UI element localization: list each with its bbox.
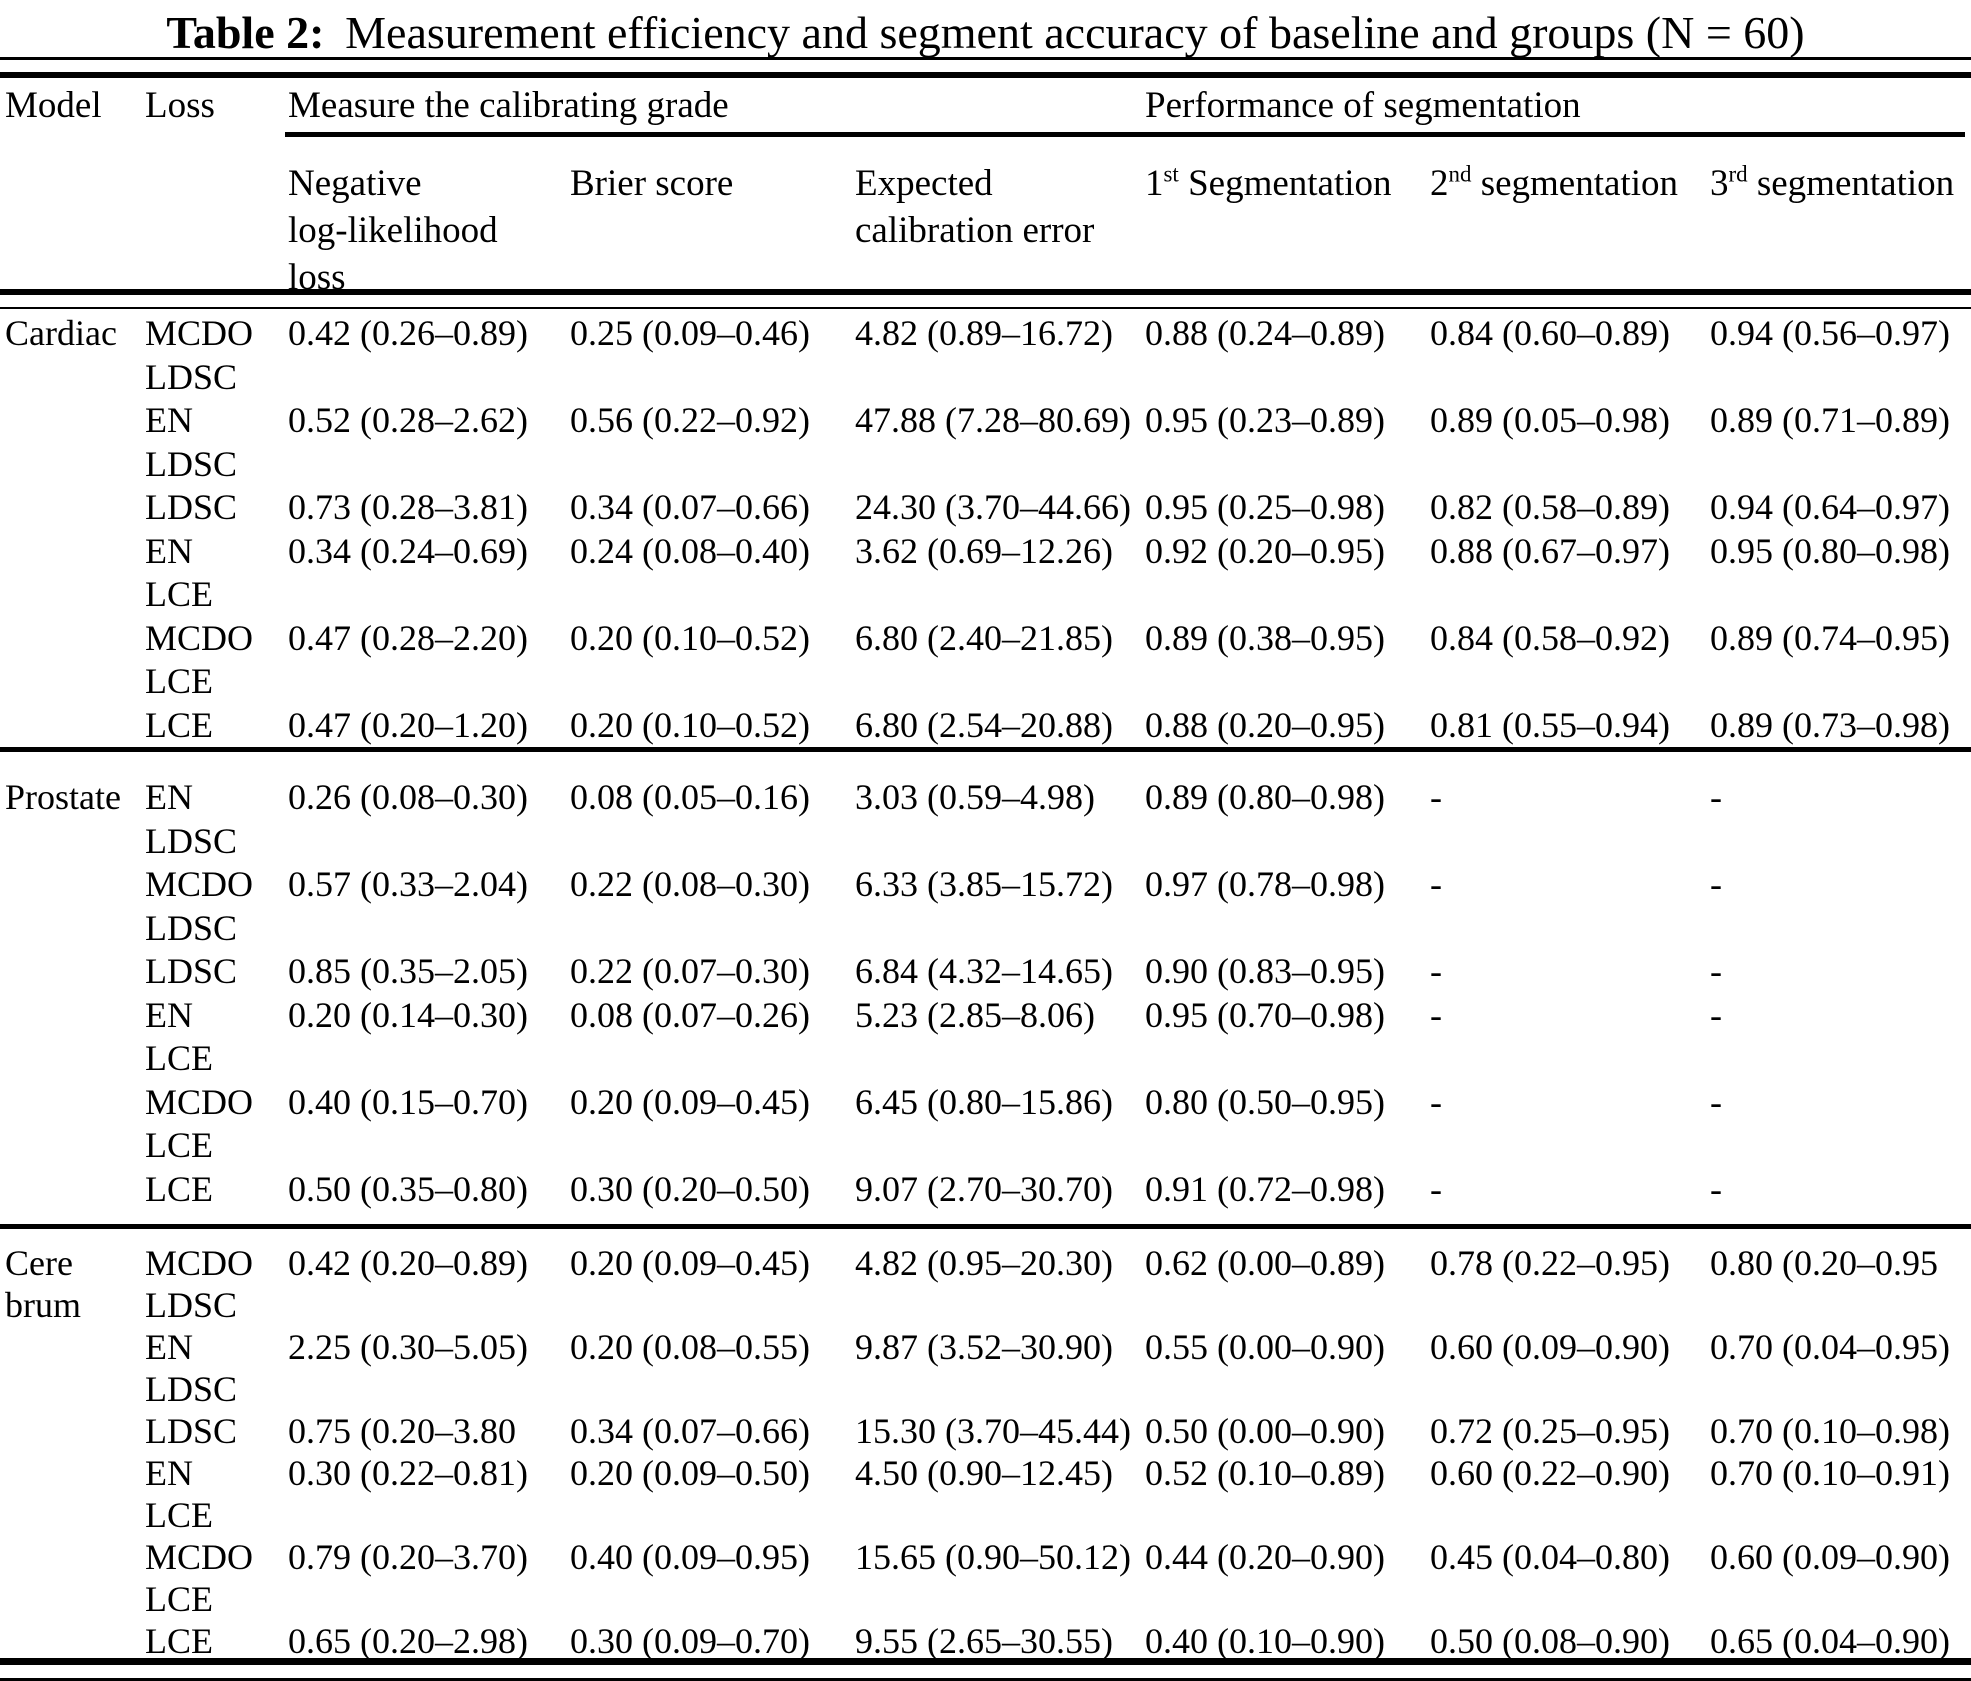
- value-cell: 0.45 (0.04–0.80): [1430, 1537, 1670, 1577]
- section-cerebrum: [0, 1242, 1971, 1662]
- section-cardiac: [0, 312, 1971, 747]
- value-cell: 0.52 (0.28–2.62): [288, 400, 528, 440]
- table-row: [0, 399, 1971, 486]
- value-cell: 0.85 (0.35–2.05): [288, 951, 528, 991]
- column-header-1: [288, 160, 498, 301]
- value-cell: 0.47 (0.20–1.20): [288, 704, 528, 745]
- value-cell: 0.88 (0.20–0.95): [1145, 704, 1385, 745]
- model-label: [5, 312, 117, 356]
- loss-line: LCE: [145, 1621, 213, 1661]
- table-row: [0, 1620, 1971, 1662]
- model-label-line: Prostate: [5, 777, 121, 817]
- value-cell: 6.45 (0.80–15.86): [855, 1081, 1113, 1122]
- loss-line: MCDO: [145, 1081, 254, 1122]
- value-cell: -: [1710, 1081, 1722, 1122]
- value-cell: 3.03 (0.59–4.98): [855, 777, 1095, 817]
- loss-cell: [145, 312, 288, 399]
- value-cell: 0.97 (0.78–0.98): [1145, 864, 1385, 904]
- loss-line: LCE: [145, 1579, 213, 1619]
- column-header-loss: Loss: [145, 85, 215, 126]
- table-row: [0, 486, 1971, 530]
- value-cell: 0.25 (0.09–0.46): [570, 313, 810, 353]
- loss-line: LDSC: [145, 487, 238, 527]
- value-cell: 0.94 (0.64–0.97): [1710, 487, 1950, 527]
- value-cell: 0.42 (0.20–0.89): [288, 1243, 528, 1283]
- column-header-4: [1145, 160, 1392, 207]
- value-cell: 0.24 (0.08–0.40): [570, 530, 810, 571]
- value-cell: 0.42 (0.26–0.89): [288, 313, 528, 353]
- section-divider-prostate-cerebrum: [0, 1224, 1971, 1229]
- value-cell: 0.57 (0.33–2.04): [288, 864, 528, 904]
- loss-cell: [145, 863, 288, 950]
- value-cell: 0.70 (0.10–0.98): [1710, 1411, 1950, 1451]
- value-cell: 0.20 (0.09–0.45): [570, 1243, 810, 1283]
- section-prostate: [0, 776, 1971, 1211]
- column-header-text: segmentation: [1471, 163, 1678, 204]
- table-caption-label: Table 2:: [166, 7, 325, 58]
- value-cell: 15.30 (3.70–45.44): [855, 1411, 1131, 1451]
- value-cell: 0.26 (0.08–0.30): [288, 777, 528, 817]
- value-cell: 0.95 (0.70–0.98): [1145, 994, 1385, 1035]
- value-cell: 0.75 (0.20–3.80: [288, 1411, 516, 1451]
- value-cell: 0.88 (0.24–0.89): [1145, 313, 1385, 353]
- value-cell: -: [1430, 994, 1442, 1035]
- value-cell: 0.70 (0.04–0.95): [1710, 1327, 1950, 1367]
- value-cell: 9.87 (3.52–30.90): [855, 1327, 1113, 1367]
- table-row: [0, 1168, 1971, 1212]
- value-cell: 0.44 (0.20–0.90): [1145, 1537, 1385, 1577]
- value-cell: -: [1430, 951, 1442, 991]
- loss-cell: [145, 1326, 288, 1410]
- value-cell: -: [1710, 951, 1722, 991]
- value-cell: 5.23 (2.85–8.06): [855, 994, 1095, 1035]
- loss-line: LDSC: [145, 356, 238, 397]
- value-cell: 0.30 (0.20–0.50): [570, 1168, 810, 1209]
- value-cell: 0.89 (0.80–0.98): [1145, 777, 1385, 817]
- loss-cell: [145, 1452, 288, 1536]
- value-cell: 0.79 (0.20–3.70): [288, 1537, 528, 1577]
- top-rule: [0, 57, 1971, 78]
- value-cell: 3.62 (0.69–12.26): [855, 530, 1113, 571]
- loss-line: LDSC: [145, 1411, 238, 1451]
- loss-cell: [145, 1620, 288, 1662]
- loss-line: LDSC: [145, 951, 238, 991]
- value-cell: 0.95 (0.80–0.98): [1710, 530, 1950, 571]
- value-cell: 0.60 (0.22–0.90): [1430, 1453, 1670, 1493]
- column-header-line: log-likelihood: [288, 210, 498, 251]
- loss-line: MCDO: [145, 1243, 254, 1283]
- column-header-2: [570, 160, 733, 207]
- value-cell: 0.30 (0.09–0.70): [570, 1621, 810, 1661]
- model-label: [5, 776, 121, 820]
- model-label-line: Cardiac: [5, 313, 117, 353]
- value-cell: 2.25 (0.30–5.05): [288, 1327, 528, 1367]
- value-cell: 4.82 (0.95–20.30): [855, 1243, 1113, 1283]
- value-cell: 0.90 (0.83–0.95): [1145, 951, 1385, 991]
- bottom-rule: [0, 1658, 1971, 1681]
- loss-line: LDSC: [145, 907, 238, 948]
- loss-cell: [145, 486, 288, 530]
- table-row: [0, 1081, 1971, 1168]
- value-cell: 0.08 (0.07–0.26): [570, 994, 810, 1035]
- value-cell: -: [1430, 777, 1442, 817]
- loss-line: MCDO: [145, 864, 254, 904]
- loss-cell: [145, 1536, 288, 1620]
- value-cell: 0.40 (0.15–0.70): [288, 1081, 528, 1122]
- value-cell: 0.60 (0.09–0.90): [1710, 1537, 1950, 1577]
- value-cell: 6.84 (4.32–14.65): [855, 951, 1113, 991]
- loss-cell: [145, 530, 288, 617]
- value-cell: 0.20 (0.10–0.52): [570, 617, 810, 658]
- loss-line: EN: [145, 1327, 193, 1367]
- value-cell: 0.50 (0.35–0.80): [288, 1168, 528, 1209]
- value-cell: 6.80 (2.40–21.85): [855, 617, 1113, 658]
- ordinal-base: 1: [1145, 163, 1164, 204]
- loss-line: LDSC: [145, 1285, 238, 1325]
- column-header-line: loss: [288, 257, 346, 298]
- loss-line: MCDO: [145, 313, 254, 353]
- loss-line: LCE: [145, 661, 213, 701]
- value-cell: 0.34 (0.07–0.66): [570, 487, 810, 527]
- group-header-segmentation: Performance of segmentation: [1145, 85, 1581, 126]
- value-cell: 0.91 (0.72–0.98): [1145, 1168, 1385, 1209]
- table-row: [0, 950, 1971, 994]
- loss-cell: [145, 399, 288, 486]
- value-cell: 0.20 (0.09–0.50): [570, 1453, 810, 1493]
- value-cell: 0.78 (0.22–0.95): [1430, 1243, 1670, 1283]
- section-divider-cardiac-prostate: [0, 747, 1971, 752]
- loss-line: EN: [145, 1453, 193, 1493]
- table-row: [0, 863, 1971, 950]
- loss-line: MCDO: [145, 1537, 254, 1577]
- table-row: [0, 994, 1971, 1081]
- value-cell: 0.20 (0.08–0.55): [570, 1327, 810, 1367]
- column-header-model: Model: [5, 85, 102, 126]
- column-header-3: [855, 160, 1094, 254]
- column-header-line: Negative: [288, 163, 422, 204]
- header-bottom-rule: [0, 289, 1971, 309]
- value-cell: 0.89 (0.73–0.98): [1710, 704, 1950, 745]
- value-cell: 0.20 (0.09–0.45): [570, 1081, 810, 1122]
- ordinal-base: 2: [1430, 163, 1449, 204]
- value-cell: 0.22 (0.07–0.30): [570, 951, 810, 991]
- group-span-rule: [285, 132, 1965, 137]
- value-cell: 6.33 (3.85–15.72): [855, 864, 1113, 904]
- column-header-6: [1710, 160, 1954, 207]
- value-cell: 0.92 (0.20–0.95): [1145, 530, 1385, 571]
- loss-line: EN: [145, 777, 193, 817]
- loss-line: LCE: [145, 1168, 213, 1209]
- value-cell: -: [1430, 1168, 1442, 1209]
- value-cell: 0.47 (0.28–2.20): [288, 617, 528, 658]
- value-cell: 0.55 (0.00–0.90): [1145, 1327, 1385, 1367]
- value-cell: 0.72 (0.25–0.95): [1430, 1411, 1670, 1451]
- value-cell: 0.89 (0.38–0.95): [1145, 617, 1385, 658]
- value-cell: 0.84 (0.60–0.89): [1430, 313, 1670, 353]
- value-cell: 0.84 (0.58–0.92): [1430, 617, 1670, 658]
- model-label: [5, 1242, 81, 1326]
- value-cell: 0.95 (0.25–0.98): [1145, 487, 1385, 527]
- value-cell: 0.65 (0.20–2.98): [288, 1621, 528, 1661]
- loss-line: LCE: [145, 704, 213, 745]
- loss-line: LDSC: [145, 443, 238, 484]
- value-cell: -: [1430, 864, 1442, 904]
- value-cell: 0.80 (0.50–0.95): [1145, 1081, 1385, 1122]
- value-cell: 9.55 (2.65–30.55): [855, 1621, 1113, 1661]
- value-cell: 0.65 (0.04–0.90): [1710, 1621, 1950, 1661]
- table-row: [0, 1452, 1971, 1536]
- value-cell: 0.20 (0.14–0.30): [288, 994, 528, 1035]
- column-header-5: [1430, 160, 1678, 207]
- value-cell: 0.89 (0.05–0.98): [1430, 400, 1670, 440]
- value-cell: -: [1430, 1081, 1442, 1122]
- loss-line: LDSC: [145, 1369, 238, 1409]
- value-cell: 0.52 (0.10–0.89): [1145, 1453, 1385, 1493]
- loss-cell: [145, 950, 288, 994]
- table-caption: [0, 6, 1971, 59]
- loss-line: MCDO: [145, 617, 254, 658]
- loss-line: LCE: [145, 574, 213, 614]
- value-cell: 0.50 (0.00–0.90): [1145, 1411, 1385, 1451]
- table-row: [0, 776, 1971, 863]
- loss-cell: [145, 1242, 288, 1326]
- value-cell: 0.22 (0.08–0.30): [570, 864, 810, 904]
- value-cell: 0.20 (0.10–0.52): [570, 704, 810, 745]
- loss-line: EN: [145, 530, 193, 571]
- value-cell: 0.94 (0.56–0.97): [1710, 313, 1950, 353]
- value-cell: 0.95 (0.23–0.89): [1145, 400, 1385, 440]
- value-cell: 0.82 (0.58–0.89): [1430, 487, 1670, 527]
- value-cell: 0.89 (0.71–0.89): [1710, 400, 1950, 440]
- table-row: [0, 530, 1971, 617]
- table-row: [0, 617, 1971, 704]
- loss-line: EN: [145, 994, 193, 1035]
- table-row: [0, 1326, 1971, 1410]
- ordinal-suffix: st: [1163, 161, 1179, 187]
- table-row: [0, 312, 1971, 399]
- value-cell: 0.50 (0.08–0.90): [1430, 1621, 1670, 1661]
- ordinal-suffix: nd: [1448, 161, 1472, 187]
- value-cell: -: [1710, 1168, 1722, 1209]
- loss-cell: [145, 776, 288, 863]
- value-cell: 0.88 (0.67–0.97): [1430, 530, 1670, 571]
- model-label-line: brum: [5, 1285, 81, 1325]
- value-cell: 0.34 (0.07–0.66): [570, 1411, 810, 1451]
- value-cell: 24.30 (3.70–44.66): [855, 487, 1131, 527]
- value-cell: -: [1710, 994, 1722, 1035]
- table-row: [0, 1242, 1971, 1326]
- table-row: [0, 1410, 1971, 1452]
- loss-cell: [145, 617, 288, 704]
- value-cell: 0.56 (0.22–0.92): [570, 400, 810, 440]
- value-cell: 0.62 (0.00–0.89): [1145, 1243, 1385, 1283]
- column-header-text: segmentation: [1747, 163, 1955, 204]
- value-cell: 4.50 (0.90–12.45): [855, 1453, 1113, 1493]
- value-cell: 0.08 (0.05–0.16): [570, 777, 810, 817]
- model-label-line: Cere: [5, 1243, 73, 1283]
- group-header-calibrating-grade: Measure the calibrating grade: [288, 85, 729, 126]
- value-cell: 9.07 (2.70–30.70): [855, 1168, 1113, 1209]
- value-cell: 0.60 (0.09–0.90): [1430, 1327, 1670, 1367]
- column-header-text: Segmentation: [1178, 163, 1392, 204]
- value-cell: 47.88 (7.28–80.69): [855, 400, 1131, 440]
- ordinal-suffix: rd: [1728, 161, 1748, 187]
- loss-cell: [145, 1081, 288, 1168]
- table-caption-text: Measurement efficiency and segment accuracy of baseline and groups (N = 60): [345, 7, 1805, 58]
- value-cell: -: [1710, 864, 1722, 904]
- loss-line: LCE: [145, 1038, 213, 1078]
- loss-line: LDSC: [145, 820, 238, 861]
- loss-cell: [145, 994, 288, 1081]
- column-header-line: Expected: [855, 163, 993, 204]
- loss-cell: [145, 1410, 288, 1452]
- value-cell: 0.70 (0.10–0.91): [1710, 1453, 1950, 1493]
- value-cell: 6.80 (2.54–20.88): [855, 704, 1113, 745]
- loss-line: LCE: [145, 1495, 213, 1535]
- value-cell: -: [1710, 777, 1722, 817]
- loss-line: LCE: [145, 1125, 213, 1165]
- value-cell: 0.34 (0.24–0.69): [288, 530, 528, 571]
- value-cell: 0.89 (0.74–0.95): [1710, 617, 1950, 658]
- value-cell: 4.82 (0.89–16.72): [855, 313, 1113, 353]
- value-cell: 0.73 (0.28–3.81): [288, 487, 528, 527]
- loss-line: EN: [145, 400, 193, 440]
- value-cell: 0.40 (0.10–0.90): [1145, 1621, 1385, 1661]
- column-header-line: calibration error: [855, 210, 1095, 251]
- value-cell: 0.81 (0.55–0.94): [1430, 704, 1670, 745]
- ordinal-base: 3: [1710, 163, 1729, 204]
- loss-cell: [145, 1168, 288, 1212]
- table-row: [0, 704, 1971, 748]
- value-cell: 15.65 (0.90–50.12): [855, 1537, 1131, 1577]
- column-header-line: Brier score: [570, 163, 734, 204]
- value-cell: 0.40 (0.09–0.95): [570, 1537, 810, 1577]
- table-row: [0, 1536, 1971, 1620]
- value-cell: 0.80 (0.20–0.95: [1710, 1243, 1938, 1283]
- loss-cell: [145, 704, 288, 748]
- value-cell: 0.30 (0.22–0.81): [288, 1453, 528, 1493]
